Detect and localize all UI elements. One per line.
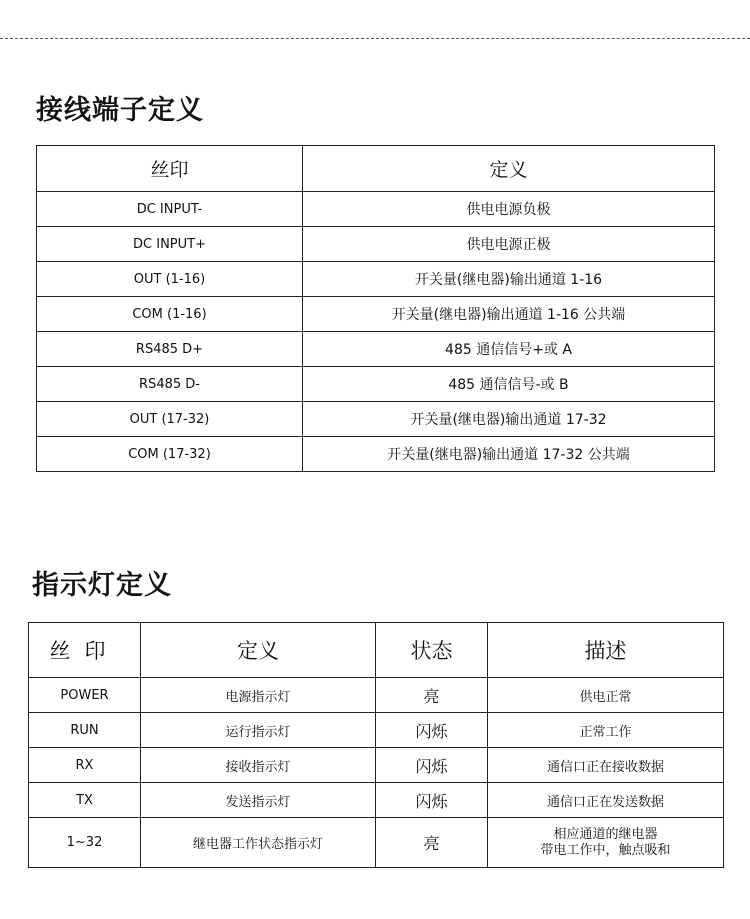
table-row — [37, 192, 715, 227]
terminal-definition: 供电电源正极 — [303, 227, 715, 262]
terminal-definition: 开关量(继电器)输出通道 1-16 — [303, 262, 715, 297]
terminal-definition: 485 通信信号-或 B — [303, 367, 715, 402]
table-header-row — [37, 146, 715, 192]
table-row — [29, 678, 724, 713]
indicator-state: 闪烁 — [376, 783, 488, 818]
table-row — [37, 367, 715, 402]
indicator-label: 1~32 — [29, 818, 141, 868]
terminal-section-title: 接线端子定义 — [36, 95, 204, 126]
table-row — [37, 332, 715, 367]
indicator-state: 亮 — [376, 818, 488, 868]
indicator-description-line: 相应通道的继电器 — [553, 826, 658, 842]
indicator-description: 正常工作 — [488, 713, 724, 748]
terminal-label: RS485 D+ — [37, 332, 303, 367]
indicator-state: 亮 — [376, 678, 488, 713]
header-state: 状态 — [376, 623, 488, 678]
header-label: 丝印 — [29, 623, 141, 678]
indicator-description: 通信口正在接收数据 — [488, 748, 724, 783]
indicator-description: 通信口正在发送数据 — [488, 783, 724, 818]
indicator-section-title: 指示灯定义 — [32, 570, 172, 601]
terminal-definition: 开关量(继电器)输出通道 17-32 公共端 — [303, 437, 715, 472]
terminal-label: RS485 D- — [37, 367, 303, 402]
table-row — [29, 713, 724, 748]
dashed-separator — [0, 38, 750, 39]
header-definition: 定义 — [141, 623, 376, 678]
terminal-label: DC INPUT- — [37, 192, 303, 227]
indicator-label: RX — [29, 748, 141, 783]
terminal-definition-table — [36, 145, 715, 472]
table-row — [37, 227, 715, 262]
header-definition: 定义 — [303, 146, 715, 192]
indicator-definition: 运行指示灯 — [141, 713, 376, 748]
header-description: 描述 — [488, 623, 724, 678]
table-row — [29, 818, 724, 868]
indicator-definition: 接收指示灯 — [141, 748, 376, 783]
terminal-label: COM (17-32) — [37, 437, 303, 472]
table-row — [37, 297, 715, 332]
table-row — [37, 402, 715, 437]
indicator-label: POWER — [29, 678, 141, 713]
terminal-definition: 485 通信信号+或 A — [303, 332, 715, 367]
indicator-state: 闪烁 — [376, 748, 488, 783]
table-header-row — [29, 623, 724, 678]
terminal-definition: 开关量(继电器)输出通道 1-16 公共端 — [303, 297, 715, 332]
terminal-definition: 开关量(继电器)输出通道 17-32 — [303, 402, 715, 437]
terminal-label: OUT (17-32) — [37, 402, 303, 437]
terminal-label: DC INPUT+ — [37, 227, 303, 262]
table-row — [37, 437, 715, 472]
indicator-definition: 电源指示灯 — [141, 678, 376, 713]
indicator-definition: 发送指示灯 — [141, 783, 376, 818]
header-label: 丝印 — [37, 146, 303, 192]
table-row — [29, 783, 724, 818]
indicator-description-line: 带电工作中，触点吸和 — [540, 842, 671, 858]
indicator-description: 供电正常 — [488, 678, 724, 713]
indicator-definition: 继电器工作状态指示灯 — [141, 818, 376, 868]
table-row — [29, 748, 724, 783]
terminal-label: COM (1-16) — [37, 297, 303, 332]
indicator-definition-table — [28, 622, 724, 868]
terminal-definition: 供电电源负极 — [303, 192, 715, 227]
indicator-label: RUN — [29, 713, 141, 748]
indicator-state: 闪烁 — [376, 713, 488, 748]
terminal-label: OUT (1-16) — [37, 262, 303, 297]
indicator-label: TX — [29, 783, 141, 818]
indicator-description — [488, 818, 724, 868]
table-row — [37, 262, 715, 297]
